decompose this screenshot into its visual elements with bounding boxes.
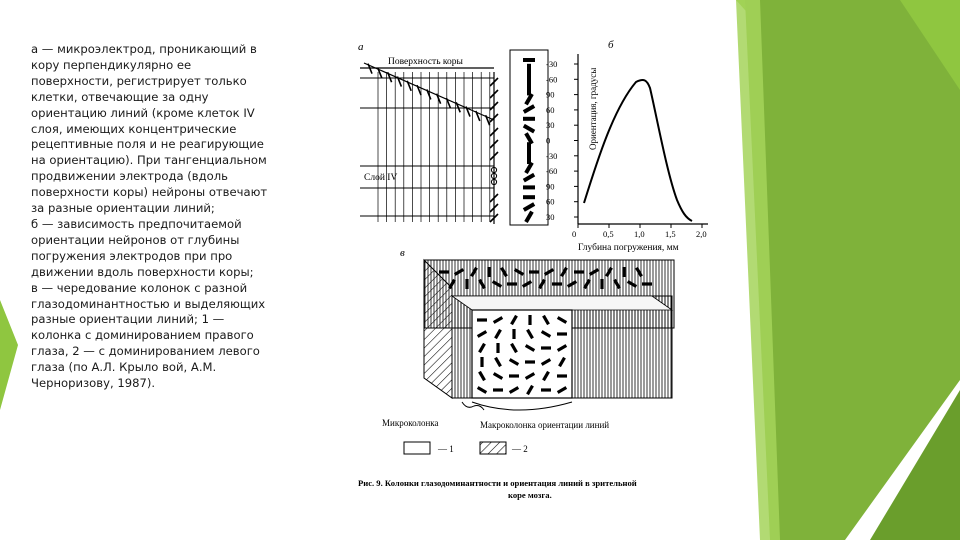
x-tick-label: 0	[572, 229, 577, 239]
x-tick-label: 1,5	[665, 229, 676, 239]
y-tick-label: -60	[546, 74, 558, 85]
legend-swatch-1	[404, 442, 430, 454]
top-bar	[465, 279, 468, 289]
caption-line: глазодоминантностью и выделяющих	[31, 296, 266, 311]
y-tick-label: -60	[546, 166, 558, 177]
surface-label: Поверхность коры	[388, 57, 463, 67]
caption-line: глаза, 2 — с доминированием левого	[31, 344, 260, 359]
y-tick-label: -30	[546, 59, 558, 69]
caption-line: кору перпендикулярно ее	[31, 57, 192, 72]
column-bar	[525, 360, 535, 363]
column-bar	[496, 343, 499, 353]
caption-line: на ориентацию). При тангенциальном	[31, 153, 267, 168]
y-tick-label: 90	[546, 181, 555, 192]
figure-columns	[352, 38, 732, 508]
x-tick-label: 2,0	[696, 229, 707, 239]
column-bar	[541, 346, 551, 349]
top-bar	[622, 267, 625, 277]
xlabel: Глубина погружения, мм	[578, 243, 679, 253]
caption-line: слоя, имеющих концентрические	[31, 121, 237, 136]
top-bar	[552, 282, 562, 285]
caption-line: Черноризову, 1987).	[31, 376, 156, 391]
column-bar	[493, 388, 503, 391]
macrocolumn-label: Макроколонка ориентации линий	[480, 420, 610, 430]
column-bar	[528, 315, 531, 325]
panel-c-letter: в	[400, 247, 405, 259]
caption-line: глаза (по А.Л. Крыло вой, А.М.	[31, 360, 217, 375]
figure-caption-line-2: коре мозга.	[508, 490, 552, 500]
top-bar	[642, 282, 652, 285]
top-bar	[439, 270, 449, 273]
caption-line: колонка с доминированием правого	[31, 328, 254, 343]
block-top-face	[452, 296, 672, 310]
caption-line: а — микроэлектрод, проникающий в	[31, 42, 257, 56]
column-bar	[477, 318, 487, 321]
legend-swatch-2	[480, 442, 506, 454]
ylabel: Ориентация, градусы	[588, 67, 598, 150]
top-bar	[574, 270, 584, 273]
caption-line: погружения электродов при про	[31, 248, 233, 263]
orientation-bar	[523, 58, 535, 62]
legend-label-2: — 2	[512, 444, 528, 454]
y-tick-label: 90	[546, 89, 555, 100]
column-bar	[557, 374, 567, 377]
caption-line: клетки, отвечающие за одну	[31, 89, 209, 104]
caption-line: движении вдоль поверхности коры;	[31, 264, 254, 279]
column-bar	[541, 388, 551, 391]
y-tick-label: 0	[546, 135, 551, 146]
caption-line: ориентацию линий (кроме клеток IV	[31, 105, 255, 120]
x-tick-label: 1,0	[634, 229, 645, 239]
top-bar	[507, 282, 517, 285]
caption-line: поверхности коры) нейроны отвечают	[31, 185, 268, 200]
orientation-column-zone	[472, 310, 572, 398]
x-tick-label: 0,5	[603, 229, 614, 239]
orientation-bar	[523, 117, 535, 121]
orientation-bar	[523, 195, 535, 199]
microcolumn-label: Микроколонка	[382, 418, 439, 428]
panel-a-letter: а	[358, 41, 364, 53]
orientation-bar	[523, 185, 535, 189]
caption-line: в — чередование колонок с разной	[31, 280, 248, 295]
column-bar	[480, 357, 483, 367]
slide-caption	[31, 42, 281, 392]
green-accent-left	[0, 300, 18, 410]
layer-iv-label: Слой IV	[364, 173, 398, 183]
top-bar	[487, 267, 490, 277]
top-bar	[529, 270, 539, 273]
column-bar	[509, 374, 519, 377]
caption-line: ориентации нейронов от глубины	[31, 232, 240, 247]
y-tick-label: -30	[546, 150, 558, 161]
caption-line: рецептивные поля и не реагирующие	[31, 137, 264, 152]
y-tick-label: 30	[546, 212, 555, 222]
top-bar	[600, 279, 603, 289]
figure-caption-line-1: Рис. 9. Колонки глазодоминантности и ориентация линий в зрительной	[358, 478, 637, 488]
caption-line: продвижении электрода (вдоль	[31, 169, 228, 184]
y-tick-label: 60	[546, 104, 555, 115]
caption-line: за разные ориентации линий;	[31, 201, 215, 216]
legend-label-1: — 1	[438, 444, 454, 454]
y-tick-label: 60	[546, 196, 555, 207]
caption-line: разные ориентации линий; 1 —	[31, 312, 225, 327]
column-bar	[512, 329, 515, 339]
caption-line: б — зависимость предпочитаемой	[31, 216, 242, 231]
caption-line: поверхности, регистрирует только	[31, 73, 247, 88]
y-tick-label: 30	[546, 120, 555, 131]
column-bar	[557, 332, 567, 335]
panel-b-letter: б	[608, 39, 614, 51]
